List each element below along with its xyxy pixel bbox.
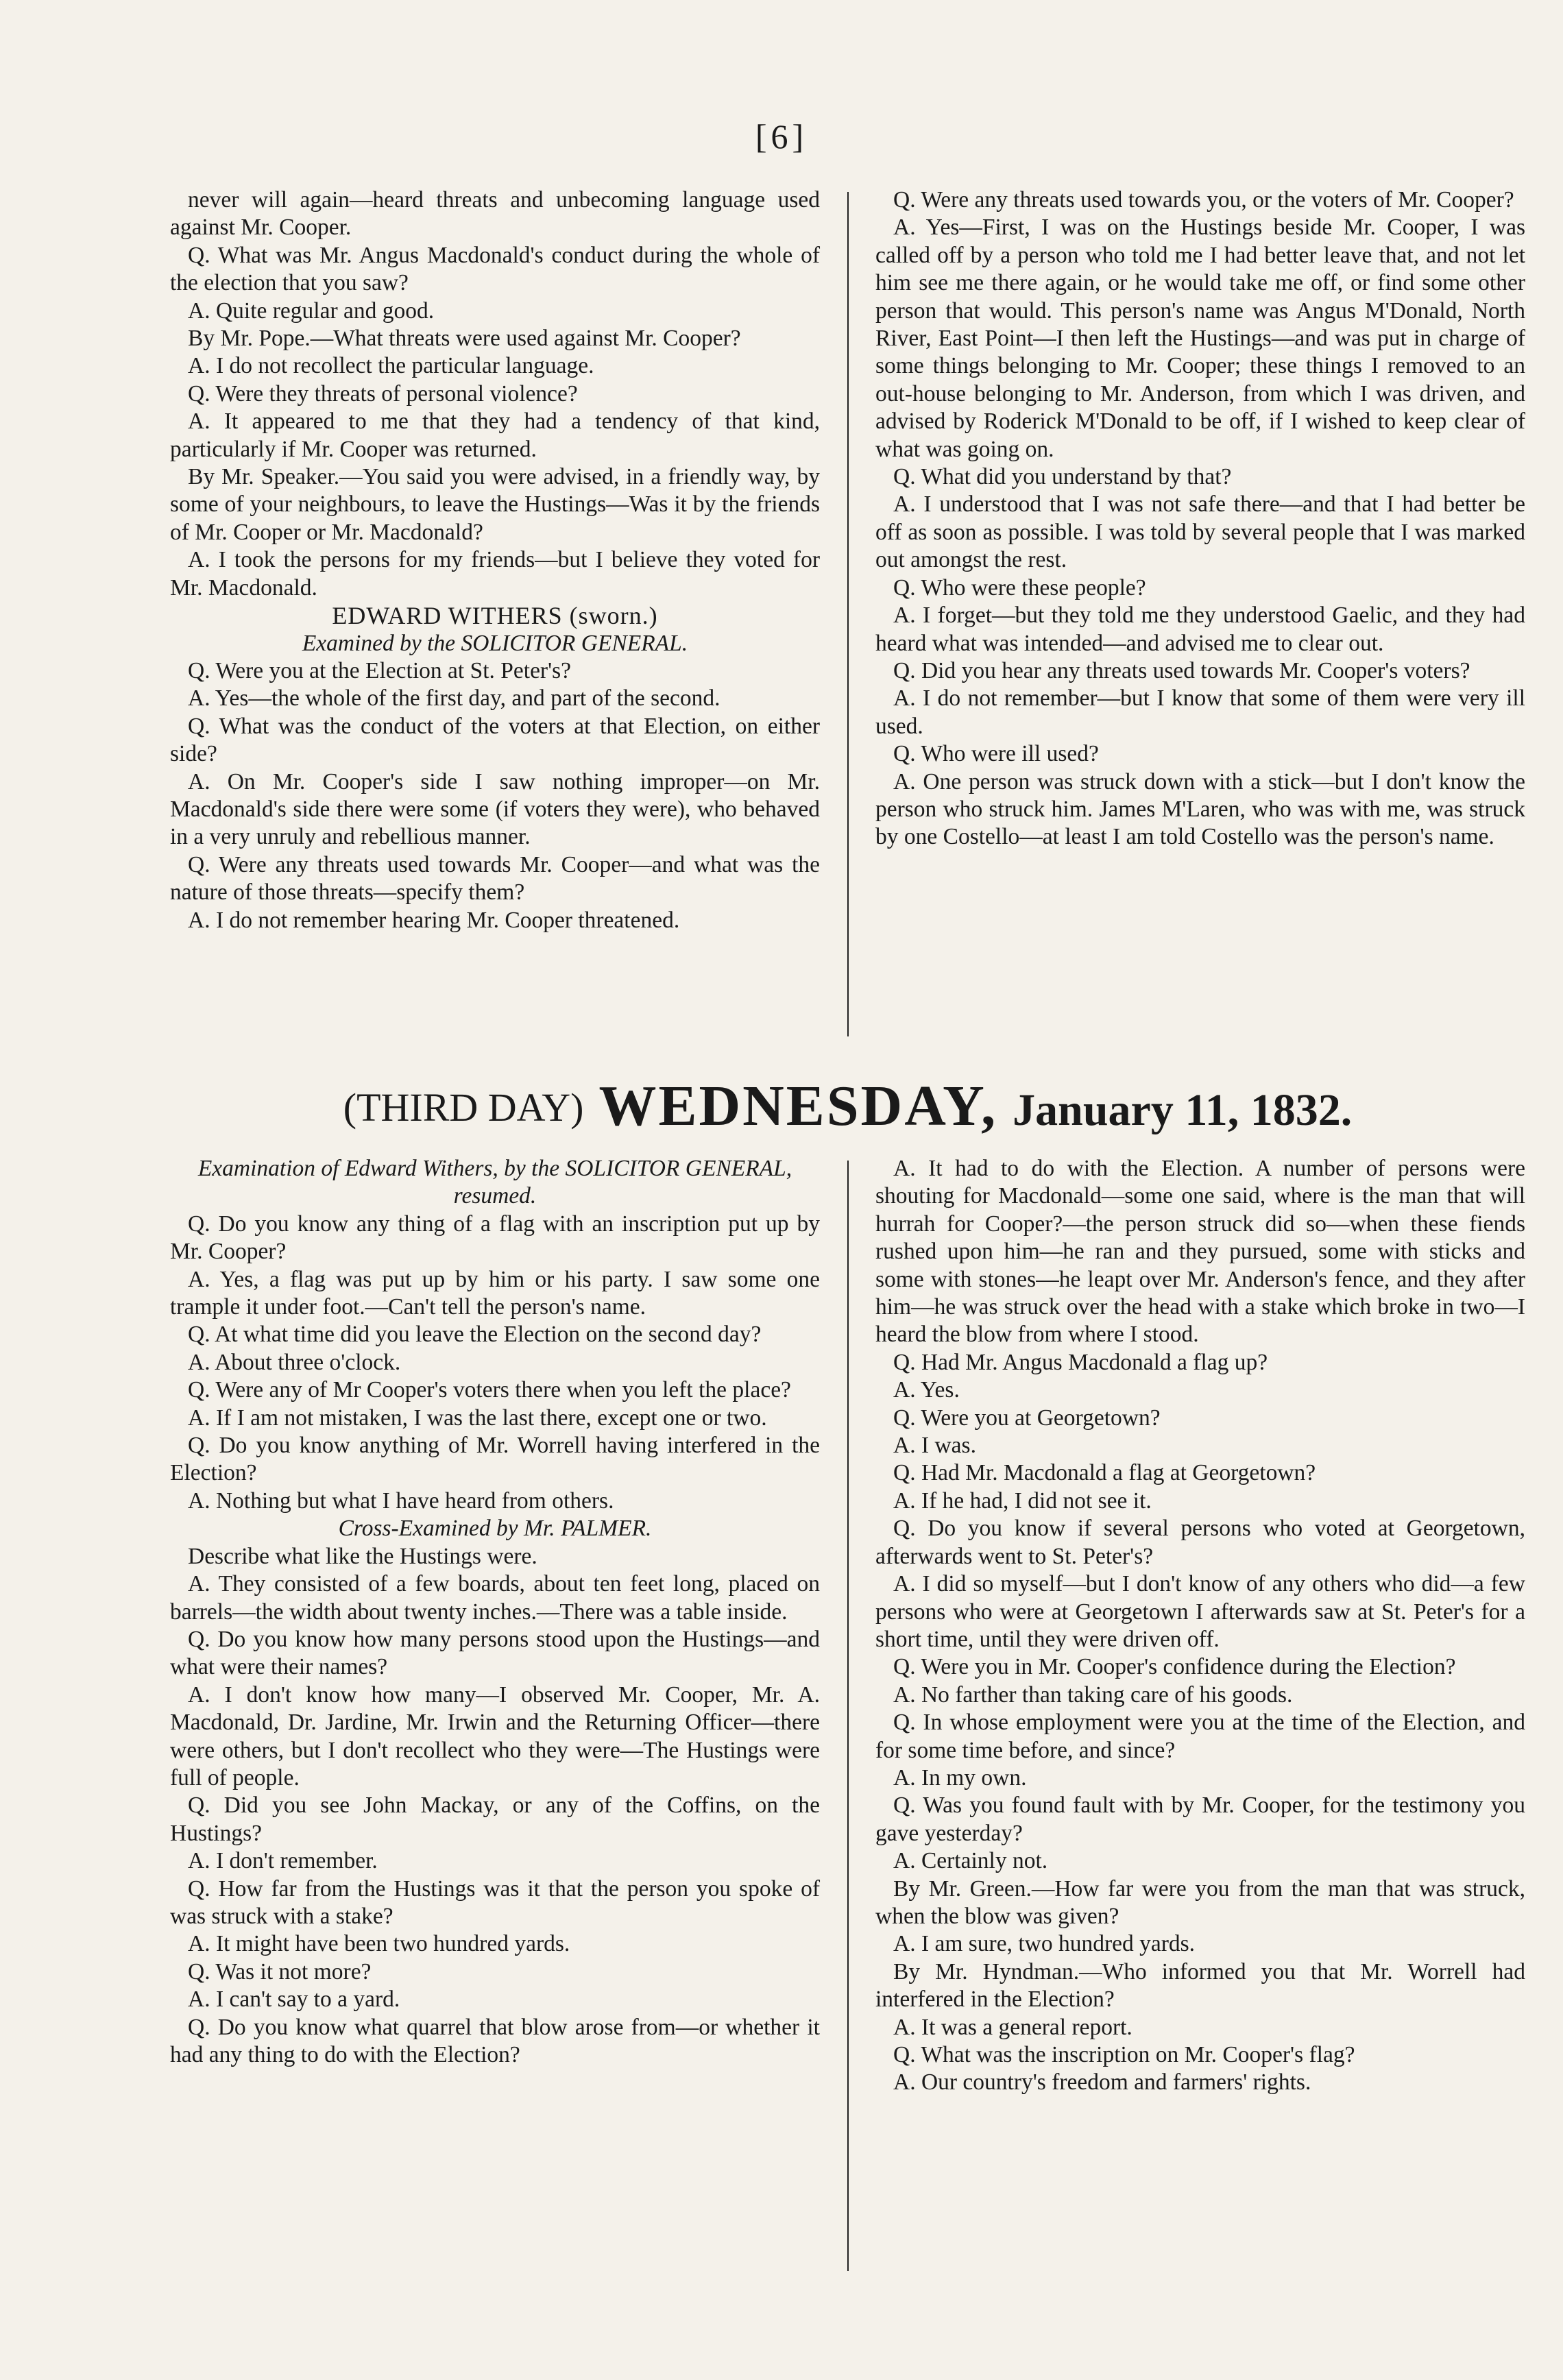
paragraph: A. On Mr. Cooper's side I saw nothing improper—on Mr. Macdonald's side there were some (if voters they were), who behaved in a very unruly and rebellious manner. (170, 768, 820, 850)
paragraph: A. I do not remember hearing Mr. Cooper threatened. (188, 907, 680, 933)
paragraph: A. I am sure, two hundred yards. (893, 1931, 1196, 1957)
date-label: January 11, 1832. (1013, 1085, 1353, 1135)
paragraph: A. I took the persons for my friends—but I believe they voted for Mr. Macdonald. (170, 547, 820, 600)
paragraph: Q. Had Mr. Angus Macdonald a flag up? (893, 1349, 1268, 1375)
paragraph: A. I was. (893, 1433, 976, 1459)
paragraph: Q. In whose employment were you at the time of the Election, and for some time before, and since? (875, 1710, 1525, 1763)
examination-subheading: Examination of Edward Withers, by the SOLICITOR GENERAL, resumed. (197, 1156, 792, 1209)
weekday-label: WEDNESDAY, (598, 1074, 998, 1138)
paragraph: Q. Was it not more? (188, 1958, 372, 1984)
paragraph: A. I understood that I was not safe there—and that I had better be off as soon as possible. I was told by several people that I was marked out amongst the rest. (875, 491, 1525, 573)
top-left-column (170, 186, 820, 1036)
paragraph: Q. Do you know if several persons who voted at Georgetown, afterwards went to St. Peter's? (875, 1516, 1525, 1569)
column-divider (847, 192, 849, 1036)
paragraph: Q. What was the inscription on Mr. Cooper's flag? (893, 2042, 1355, 2067)
paragraph: A. I did so myself—but I don't know of any others who did—a few persons who were at Georgetown I afterwards saw at St. Peter's for a short time, until they were driven off. (875, 1571, 1525, 1652)
bottom-left-column (170, 1155, 820, 2279)
paragraph: A. It appeared to me that they had a tendency of that kind, particularly if Mr. Cooper was returned. (170, 409, 820, 462)
paragraph: A. No farther than taking care of his goods. (893, 1681, 1293, 1708)
column-divider (847, 1161, 849, 2271)
paragraph: A. Yes. (893, 1377, 960, 1403)
paragraph: Q. Do you know anything of Mr. Worrell having interfered in the Election? (170, 1433, 820, 1486)
paragraph: Q. What did you understand by that? (893, 464, 1232, 490)
paragraph: A. Our country's freedom and farmers' rights. (893, 2069, 1311, 2096)
paragraph: A. I forget—but they told me they understood Gaelic, and they had heard what was intended—and advised me to clear out. (875, 603, 1525, 656)
paragraph: A. If I am not mistaken, I was the last there, except one or two. (188, 1405, 767, 1431)
paragraph: A. I do not remember—but I know that some of them were very ill used. (875, 685, 1525, 739)
paragraph: Q. What was Mr. Angus Macdonald's conduct during the whole of the election that you saw? (170, 242, 820, 296)
paragraph: A. I don't know how many—I observed Mr. Cooper, Mr. A. Macdonald, Dr. Jardine, Mr. Irwin and the Returning Officer—there were others, but I don't recollect who they were—The Hustings were full of people. (170, 1681, 820, 1790)
witness-heading: EDWARD WITHERS (sworn.) (332, 602, 658, 630)
paragraph: Q. At what time did you leave the Election on the second day? (188, 1322, 762, 1348)
paragraph: Q. Who were these people? (893, 574, 1146, 600)
paragraph: Q. Were you at Georgetown? (893, 1405, 1161, 1431)
paragraph: Q. Were any threats used towards you, or the voters of Mr. Cooper? (893, 187, 1514, 212)
paragraph: A. I do not recollect the particular language. (188, 353, 594, 379)
paragraph: A. Yes, a flag was put up by him or his party. I saw some one trample it under foot.—Can't tell the person's name. (170, 1266, 820, 1320)
paragraph: A. Certainly not. (893, 1848, 1048, 1874)
paragraph: Q. Were they threats of personal violence? (188, 380, 578, 406)
paragraph: Q. Do you know how many persons stood upon the Hustings—and what were their names? (170, 1626, 820, 1680)
paragraph: Q. Did you hear any threats used towards Mr. Cooper's voters? (893, 657, 1470, 683)
bottom-right-column (875, 1155, 1525, 2279)
paragraph: By Mr. Hyndman.—Who informed you that Mr. Worrell had interfered in the Election? (875, 1958, 1525, 2013)
paragraph: A. Quite regular and good. (188, 298, 435, 324)
paragraph: A. They consisted of a few boards, about ten feet long, placed on barrels—the width about twenty inches.—There was a table inside. (170, 1571, 820, 1625)
paragraph: Q. Did you see John Mackay, or any of the Coffins, on the Hustings? (170, 1793, 820, 1846)
paragraph: A. Nothing but what I have heard from others. (188, 1487, 614, 1514)
top-section (170, 186, 1525, 1036)
paragraph: By Mr. Pope.—What threats were used against Mr. Cooper? (188, 326, 741, 352)
day-label: (THIRD DAY) (343, 1085, 584, 1130)
paragraph: A. Yes—the whole of the first day, and part of the second. (188, 685, 720, 712)
paragraph: A. It was a general report. (893, 2014, 1132, 2040)
paragraph: A. If he had, I did not see it. (893, 1487, 1152, 1514)
examination-subheading: Examined by the SOLICITOR GENERAL. (302, 630, 688, 656)
paragraph: By Mr. Green.—How far were you from the man that was struck, when the blow was given? (875, 1875, 1525, 1929)
paragraph: A. It had to do with the Election. A number of persons were shouting for Macdonald—some one said, where is the man that will hurrah for Cooper?—the person struck did so—when these fiends rushed upon him—he ran and they pursued, some with sticks and some with stones—he leapt over Mr. Anderson's fence, and they after him—he was struck over the head with a stake which broke in two—I heard the blow from where I stood. (875, 1156, 1525, 1348)
paragraph: Q. Was you found fault with by Mr. Cooper, for the testimony you gave yesterday? (875, 1793, 1525, 1846)
day-banner (170, 1073, 1525, 1139)
paragraph: A. One person was struck down with a stick—but I don't know the person who struck him. James M'Laren, who was with me, was struck by one Costello—at least I am told Costello was the person's name. (875, 768, 1525, 850)
paragraph: Describe what like the Hustings were. (188, 1543, 537, 1569)
paragraph: Q. Had Mr. Macdonald a flag at Georgetown? (893, 1460, 1316, 1486)
paragraph: By Mr. Speaker.—You said you were advised, in a friendly way, by some of your neighbours, to leave the Hustings—Was it by the friends of Mr. Cooper or Mr. Macdonald? (170, 464, 820, 545)
cross-examination-subheading: Cross-Examined by Mr. PALMER. (338, 1516, 652, 1542)
paragraph: Q. Do you know what quarrel that blow arose from—or whether it had any thing to do with the Election? (170, 2014, 820, 2067)
paragraph: A. I don't remember. (188, 1848, 378, 1874)
paragraph: A. Yes—First, I was on the Hustings beside Mr. Cooper, I was called off by a person who told me I had better leave that, and not let him see me there again, or he would take me off, or find some other person that would. This person's name was Angus M'Donald, North River, East Point—I then left the Hustings—and was put in charge of some things belonging to Mr. Cooper; these things I removed to an out-house belonging to Mr. Anderson, from which I was driven, and advised by Roderick M'Donald to be off, if I wished to keep clear of what was going on. (875, 215, 1525, 462)
paragraph: Q. What was the conduct of the voters at that Election, on either side? (170, 713, 820, 767)
bottom-section (170, 1155, 1525, 2279)
paragraph: Q. Were any of Mr Cooper's voters there when you left the place? (188, 1377, 791, 1403)
paragraph: A. It might have been two hundred yards. (188, 1931, 570, 1957)
paragraph: A. In my own. (893, 1764, 1027, 1790)
paragraph: Q. Were any threats used towards Mr. Cooper—and what was the nature of those threats—specify them? (170, 851, 820, 906)
top-right-column (875, 186, 1525, 1036)
paragraph: Q. Were you at the Election at St. Peter's? (188, 657, 572, 683)
paragraph: A. I can't say to a yard. (188, 1987, 400, 2013)
paragraph: Q. Were you in Mr. Cooper's confidence during the Election? (893, 1654, 1456, 1680)
paragraph: Q. Who were ill used? (893, 741, 1099, 767)
paragraph: never will again—heard threats and unbecoming language used against Mr. Cooper. (170, 187, 820, 241)
paragraph: Q. Do you know any thing of a flag with an inscription put up by Mr. Cooper? (170, 1211, 820, 1265)
page-number: [6] (755, 117, 808, 156)
paragraph: A. About three o'clock. (188, 1349, 401, 1375)
paragraph: Q. How far from the Hustings was it that the person you spoke of was struck with a stake? (170, 1875, 820, 1929)
